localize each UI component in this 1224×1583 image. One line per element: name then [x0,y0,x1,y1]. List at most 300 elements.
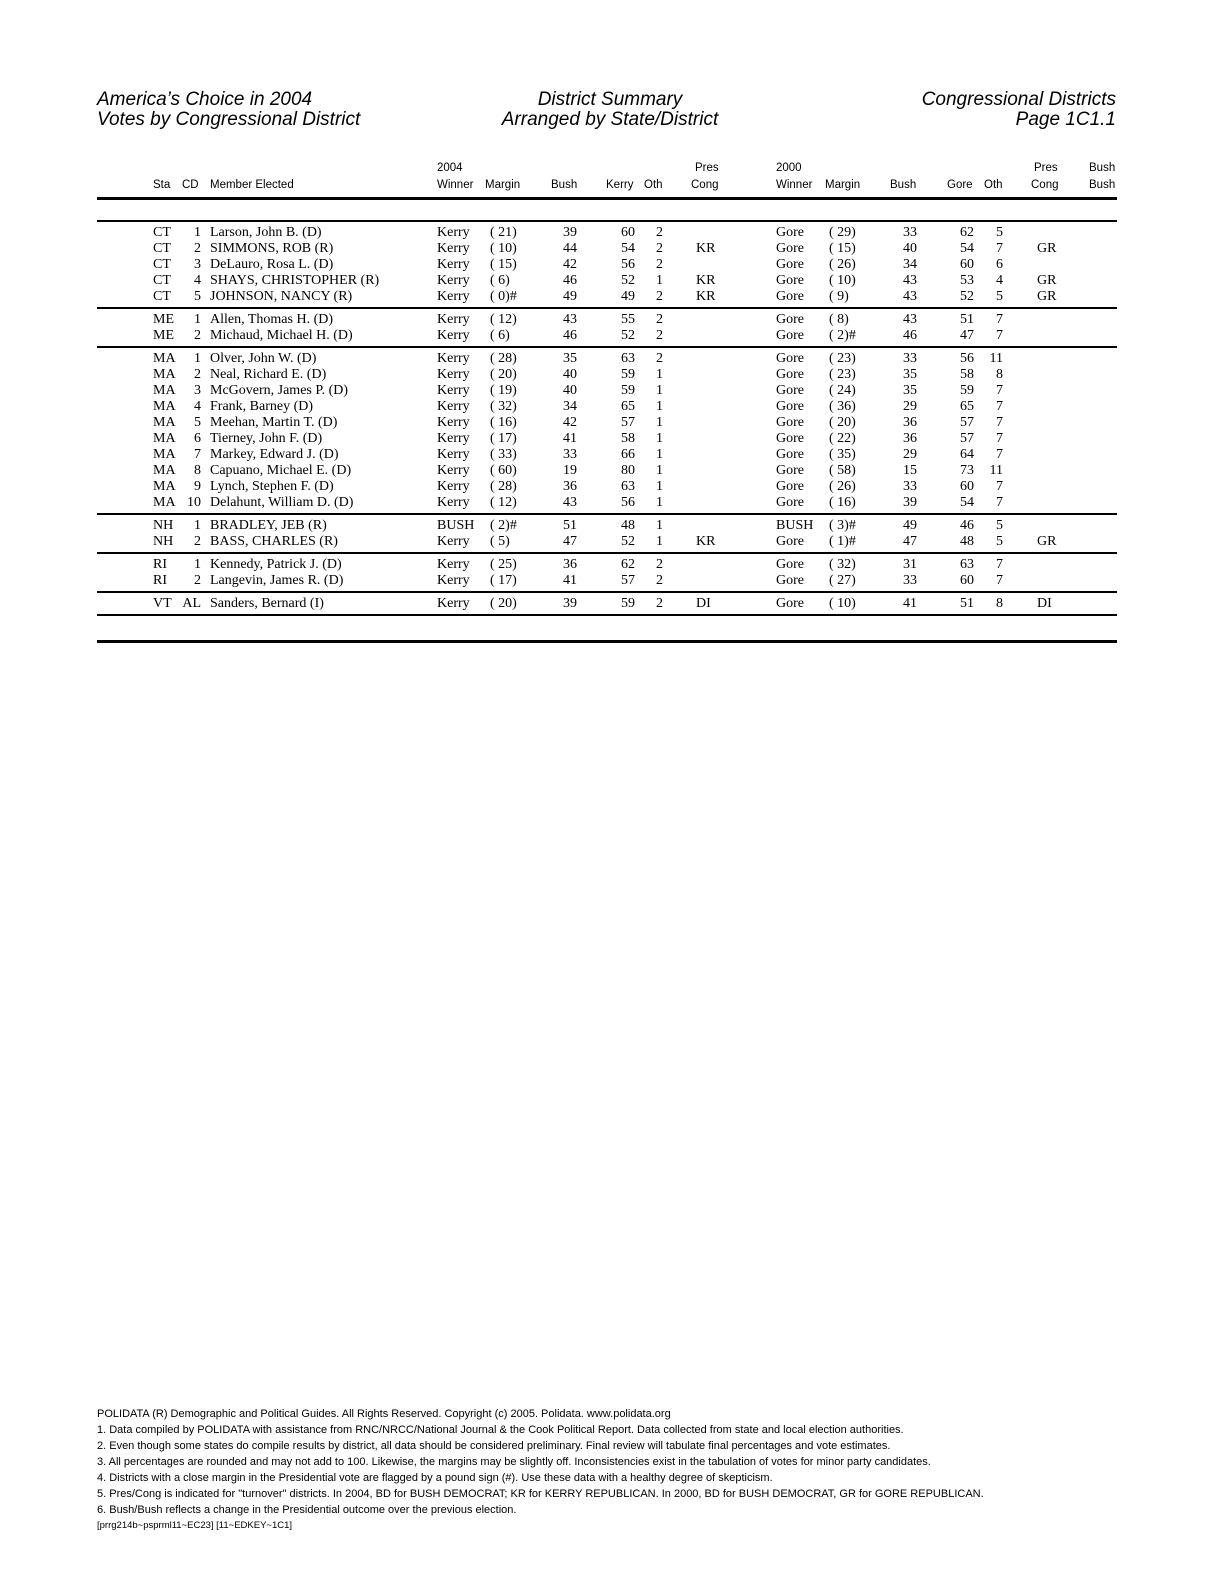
col-oth-2004: Oth [644,179,663,191]
cell-margin-2000: ( 15) [829,241,856,256]
cell-prescong-2004: KR [696,289,716,304]
cell-state: CT [153,241,171,256]
cell-gore: 64 [960,447,974,462]
cell-gore: 73 [960,463,974,478]
cell-margin-2000: ( 1)# [829,534,856,549]
cell-margin-2000: ( 29) [829,225,856,240]
col-pres-2000: Pres [1034,162,1058,174]
footnote: 6. Bush/Bush reflects a change in the Presidential outcome over the previous election. [97,1504,517,1516]
cell-state: CT [153,289,171,304]
footer-notes [97,1406,984,1534]
cell-margin-2004: ( 12) [490,495,517,510]
cell-oth-2004: 2 [656,351,663,366]
cell-kerry: 52 [621,328,635,343]
cell-bush-2000: 36 [903,431,917,446]
cell-bush-2000: 35 [903,367,917,382]
cell-oth-2000: 6 [996,257,1003,272]
cell-bush-2004: 51 [563,518,577,533]
cell-oth-2004: 2 [656,241,663,256]
footnote: 1. Data compiled by POLIDATA with assistance from RNC/NRCC/National Journal & the Cook Political Report. Data collected from state and local election authorities. [97,1424,904,1436]
report-subtitle [420,90,800,130]
cell-winner-2004: Kerry [437,241,470,256]
cell-winner-2004: Kerry [437,573,470,588]
cell-gore: 57 [960,431,974,446]
cell-bush-2004: 41 [563,431,577,446]
cell-member: Lynch, Stephen F. (D) [210,479,334,494]
cell-state: NH [153,518,174,533]
cell-member: Allen, Thomas H. (D) [210,312,333,327]
cell-margin-2000: ( 20) [829,415,856,430]
cell-district: 5 [194,415,201,430]
cell-oth-2004: 1 [656,273,663,288]
cell-margin-2004: ( 25) [490,557,517,572]
cell-margin-2000: ( 26) [829,479,856,494]
cell-bush-2004: 36 [563,479,577,494]
cell-winner-2000: Gore [776,241,804,256]
cell-district: 4 [194,273,201,288]
cell-winner-2000: Gore [776,328,804,343]
cell-state: MA [153,415,176,430]
cell-prescong-2000: GR [1037,241,1057,256]
cell-winner-2000: Gore [776,367,804,382]
cell-member: Langevin, James R. (D) [210,573,344,588]
table-row [0,367,1224,383]
footnote: 4. Districts with a close margin in the Presidential vote are flagged by a pound sign (#). Use these data with a healthy degree of skepticism. [97,1472,773,1484]
cell-state: RI [153,557,167,572]
cell-bush-2000: 46 [903,328,917,343]
table-row [0,312,1224,328]
col-pres-2004: Pres [695,162,719,174]
cell-winner-2004: Kerry [437,399,470,414]
cell-state: CT [153,257,171,272]
cell-bush-2004: 33 [563,447,577,462]
col-year-2000: 2000 [776,162,802,174]
cell-margin-2000: ( 16) [829,495,856,510]
cell-oth-2004: 1 [656,383,663,398]
table-row [0,518,1224,534]
cell-oth-2000: 11 [989,463,1003,478]
col-bush-2000: Bush [890,179,917,191]
district-table [0,222,1224,616]
table-end-rule [97,640,1117,643]
cell-member: DeLauro, Rosa L. (D) [210,257,334,272]
page-label [922,90,1116,130]
cell-bush-2004: 40 [563,383,577,398]
cell-member: Michaud, Michael H. (D) [210,328,353,343]
cell-gore: 53 [960,273,974,288]
cell-prescong-2004: KR [696,534,716,549]
table-row [0,573,1224,589]
report-title-line2: Votes by Congressional District [97,109,361,130]
cell-district: 2 [194,241,201,256]
cell-bush-2004: 42 [563,415,577,430]
cell-margin-2004: ( 28) [490,351,517,366]
col-oth-2000: Oth [984,179,1003,191]
cell-oth-2004: 2 [656,257,663,272]
cell-bush-2000: 43 [903,312,917,327]
cell-margin-2000: ( 23) [829,351,856,366]
cell-oth-2004: 1 [656,399,663,414]
col-cd: CD [182,179,199,191]
cell-margin-2000: ( 27) [829,573,856,588]
column-headers [0,162,1224,196]
cell-prescong-2004: DI [696,596,711,611]
cell-district: AL [182,596,201,611]
cell-gore: 60 [960,479,974,494]
cell-margin-2000: ( 36) [829,399,856,414]
cell-oth-2000: 7 [996,399,1003,414]
cell-bush-2000: 33 [903,225,917,240]
cell-prescong-2004: KR [696,241,716,256]
cell-winner-2000: Gore [776,479,804,494]
cell-oth-2000: 5 [996,225,1003,240]
cell-bush-2004: 39 [563,225,577,240]
cell-oth-2004: 2 [656,557,663,572]
cell-margin-2004: ( 2)# [490,518,517,533]
cell-kerry: 62 [621,557,635,572]
cell-kerry: 48 [621,518,635,533]
cell-winner-2004: Kerry [437,225,470,240]
cell-prescong-2000: GR [1037,534,1057,549]
cell-state: NH [153,534,174,549]
cell-winner-2004: Kerry [437,479,470,494]
cell-bush-2004: 19 [563,463,577,478]
cell-prescong-2000: DI [1037,596,1052,611]
cell-state: MA [153,463,176,478]
cell-kerry: 66 [621,447,635,462]
cell-gore: 46 [960,518,974,533]
cell-state: MA [153,431,176,446]
cell-state: RI [153,573,167,588]
cell-margin-2004: ( 5) [490,534,510,549]
cell-bush-2000: 36 [903,415,917,430]
cell-bush-2000: 29 [903,399,917,414]
cell-kerry: 56 [621,257,635,272]
cell-bush-2000: 31 [903,557,917,572]
cell-margin-2000: ( 3)# [829,518,856,533]
cell-margin-2000: ( 24) [829,383,856,398]
cell-member: Meehan, Martin T. (D) [210,415,338,430]
cell-margin-2004: ( 32) [490,399,517,414]
cell-bush-2004: 47 [563,534,577,549]
cell-gore: 51 [960,312,974,327]
cell-winner-2000: Gore [776,225,804,240]
cell-kerry: 52 [621,534,635,549]
cell-gore: 54 [960,241,974,256]
cell-oth-2000: 7 [996,495,1003,510]
report-subtitle-line2: Arranged by State/District [501,109,719,130]
footnote: 2. Even though some states do compile results by district, all data should be considered preliminary. Final review will tabulate final percentages and vote estimates. [97,1440,891,1452]
cell-prescong-2004: KR [696,273,716,288]
state-group [97,593,1117,616]
cell-gore: 62 [960,225,974,240]
cell-kerry: 65 [621,399,635,414]
table-row [0,399,1224,415]
cell-state: ME [153,312,174,327]
cell-member: Kennedy, Patrick J. (D) [210,557,342,572]
cell-gore: 60 [960,257,974,272]
table-row [0,241,1224,257]
cell-oth-2000: 7 [996,479,1003,494]
footnote: 5. Pres/Cong is indicated for "turnover" districts. In 2004, BD for BUSH DEMOCRAT; KR for KERRY REPUBLICAN. In 2000, BD for BUSH DEMOCRAT, GR for GORE REPUBLICAN. [97,1488,984,1500]
cell-oth-2000: 4 [996,273,1003,288]
col-winner-2000: Winner [776,179,813,191]
cell-state: CT [153,273,171,288]
cell-winner-2004: Kerry [437,312,470,327]
state-group [97,222,1117,309]
cell-winner-2004: Kerry [437,351,470,366]
cell-state: MA [153,399,176,414]
cell-margin-2004: ( 0)# [490,289,517,304]
state-group [97,309,1117,348]
cell-bush-2000: 33 [903,351,917,366]
cell-member: Delahunt, William D. (D) [210,495,354,510]
cell-member: Tierney, John F. (D) [210,431,323,446]
cell-winner-2004: BUSH [437,518,475,533]
cell-district: 10 [187,495,201,510]
cell-oth-2000: 5 [996,534,1003,549]
cell-district: 9 [194,479,201,494]
cell-gore: 51 [960,596,974,611]
cell-margin-2000: ( 10) [829,273,856,288]
cell-state: MA [153,447,176,462]
cell-winner-2004: Kerry [437,463,470,478]
cell-oth-2000: 7 [996,557,1003,572]
cell-winner-2000: Gore [776,447,804,462]
cell-prescong-2000: GR [1037,273,1057,288]
cell-margin-2000: ( 8) [829,312,849,327]
cell-oth-2000: 5 [996,518,1003,533]
cell-winner-2000: Gore [776,463,804,478]
cell-kerry: 59 [621,383,635,398]
cell-bush-2004: 34 [563,399,577,414]
cell-district: 3 [194,257,201,272]
col-bushbush-bottom: Bush [1089,179,1116,191]
cell-bush-2004: 39 [563,596,577,611]
cell-kerry: 56 [621,495,635,510]
cell-margin-2004: ( 6) [490,328,510,343]
state-group [97,554,1117,593]
cell-bush-2000: 40 [903,241,917,256]
cell-oth-2000: 7 [996,573,1003,588]
cell-winner-2000: Gore [776,351,804,366]
cell-member: Larson, John B. (D) [210,225,322,240]
cell-member: Frank, Barney (D) [210,399,314,414]
cell-winner-2000: Gore [776,312,804,327]
cell-state: ME [153,328,174,343]
table-row [0,596,1224,612]
cell-bush-2004: 46 [563,328,577,343]
col-bush-2004: Bush [551,179,578,191]
cell-bush-2004: 40 [563,367,577,382]
cell-margin-2004: ( 60) [490,463,517,478]
cell-bush-2000: 41 [903,596,917,611]
cell-oth-2004: 1 [656,463,663,478]
cell-oth-2004: 2 [656,289,663,304]
cell-gore: 63 [960,557,974,572]
cell-district: 7 [194,447,201,462]
cell-kerry: 63 [621,479,635,494]
cell-margin-2000: ( 35) [829,447,856,462]
cell-margin-2004: ( 6) [490,273,510,288]
cell-district: 8 [194,463,201,478]
cell-margin-2004: ( 10) [490,241,517,256]
report-code: [prrg214b~psprml11~EC23] [11~EDKEY~1C1] [97,1520,293,1531]
cell-winner-2004: Kerry [437,534,470,549]
cell-margin-2004: ( 28) [490,479,517,494]
table-row [0,431,1224,447]
col-cong-2004: Cong [691,179,719,191]
header-rule-thick [97,197,1117,200]
report-title [97,90,360,130]
cell-member: SHAYS, CHRISTOPHER (R) [210,273,380,288]
cell-margin-2004: ( 15) [490,257,517,272]
cell-margin-2000: ( 23) [829,367,856,382]
cell-member: BASS, CHARLES (R) [210,534,338,549]
cell-oth-2004: 1 [656,518,663,533]
table-row [0,328,1224,344]
cell-oth-2004: 1 [656,447,663,462]
cell-member: JOHNSON, NANCY (R) [210,289,353,304]
cell-kerry: 49 [621,289,635,304]
table-row [0,557,1224,573]
cell-oth-2004: 2 [656,312,663,327]
cell-margin-2000: ( 9) [829,289,849,304]
cell-bush-2000: 33 [903,573,917,588]
col-member: Member Elected [210,179,294,191]
col-margin-2000: Margin [825,179,861,191]
cell-oth-2004: 1 [656,367,663,382]
cell-gore: 56 [960,351,974,366]
cell-oth-2000: 7 [996,312,1003,327]
cell-district: 1 [194,225,201,240]
col-cong-2000: Cong [1031,179,1059,191]
cell-member: Markey, Edward J. (D) [210,447,339,462]
cell-oth-2000: 11 [989,351,1003,366]
table-row [0,289,1224,305]
cell-gore: 57 [960,415,974,430]
cell-bush-2004: 36 [563,557,577,572]
cell-kerry: 57 [621,415,635,430]
cell-member: McGovern, James P. (D) [210,383,349,398]
cell-oth-2004: 1 [656,479,663,494]
col-margin-2004: Margin [485,179,521,191]
cell-winner-2000: Gore [776,495,804,510]
cell-winner-2004: Kerry [437,596,470,611]
cell-margin-2004: ( 17) [490,573,517,588]
report-subtitle-line1: District Summary [537,89,683,110]
cell-bush-2004: 44 [563,241,577,256]
cell-winner-2004: Kerry [437,557,470,572]
cell-bush-2000: 39 [903,495,917,510]
col-year-2004: 2004 [437,162,463,174]
cell-winner-2004: Kerry [437,367,470,382]
cell-bush-2000: 47 [903,534,917,549]
cell-member: SIMMONS, ROB (R) [210,241,334,256]
report-title-line1: America’s Choice in 2004 [97,89,313,110]
cell-gore: 59 [960,383,974,398]
cell-winner-2004: Kerry [437,415,470,430]
cell-district: 4 [194,399,201,414]
cell-prescong-2000: GR [1037,289,1057,304]
cell-member: BRADLEY, JEB (R) [210,518,327,533]
cell-gore: 48 [960,534,974,549]
cell-kerry: 59 [621,596,635,611]
col-winner-2004: Winner [437,179,474,191]
cell-oth-2004: 1 [656,431,663,446]
cell-oth-2000: 5 [996,289,1003,304]
cell-bush-2004: 46 [563,273,577,288]
page-number: Page 1C1.1 [1015,109,1116,130]
cell-winner-2004: Kerry [437,257,470,272]
table-row [0,383,1224,399]
cell-bush-2000: 34 [903,257,917,272]
table-row [0,447,1224,463]
cell-winner-2000: Gore [776,573,804,588]
cell-margin-2004: ( 20) [490,367,517,382]
table-row [0,351,1224,367]
cell-kerry: 54 [621,241,635,256]
cell-bush-2000: 15 [903,463,917,478]
cell-oth-2000: 8 [996,367,1003,382]
cell-winner-2004: Kerry [437,383,470,398]
cell-state: MA [153,367,176,382]
table-row [0,415,1224,431]
cell-oth-2004: 1 [656,415,663,430]
cell-member: Olver, John W. (D) [210,351,317,366]
cell-margin-2000: ( 2)# [829,328,856,343]
cell-oth-2004: 2 [656,328,663,343]
cell-gore: 52 [960,289,974,304]
cell-kerry: 59 [621,367,635,382]
cell-bush-2000: 43 [903,273,917,288]
cell-member: Capuano, Michael E. (D) [210,463,352,478]
cell-bush-2004: 43 [563,495,577,510]
cell-margin-2004: ( 17) [490,431,517,446]
cell-gore: 47 [960,328,974,343]
cell-winner-2004: Kerry [437,273,470,288]
cell-winner-2000: Gore [776,383,804,398]
cell-bush-2000: 49 [903,518,917,533]
cell-kerry: 63 [621,351,635,366]
cell-margin-2004: ( 21) [490,225,517,240]
cell-bush-2000: 33 [903,479,917,494]
cell-oth-2000: 7 [996,383,1003,398]
cell-margin-2004: ( 19) [490,383,517,398]
cell-state: MA [153,383,176,398]
cell-district: 3 [194,383,201,398]
cell-winner-2000: Gore [776,557,804,572]
footnote: 3. All percentages are rounded and may not add to 100. Likewise, the margins may be slightly off. Inconsistencies exist in the tabulation of votes for minor party candidates. [97,1456,931,1468]
table-row [0,495,1224,511]
cell-oth-2000: 7 [996,431,1003,446]
cell-winner-2000: Gore [776,596,804,611]
cell-oth-2004: 2 [656,596,663,611]
cell-gore: 60 [960,573,974,588]
cell-margin-2000: ( 22) [829,431,856,446]
cell-winner-2000: BUSH [776,518,814,533]
state-group [97,348,1117,515]
cell-district: 2 [194,573,201,588]
cell-oth-2000: 7 [996,241,1003,256]
cell-kerry: 58 [621,431,635,446]
cell-bush-2004: 35 [563,351,577,366]
cell-winner-2000: Gore [776,431,804,446]
cell-oth-2004: 1 [656,495,663,510]
cell-winner-2004: Kerry [437,328,470,343]
cell-margin-2000: ( 58) [829,463,856,478]
cell-district: 2 [194,534,201,549]
